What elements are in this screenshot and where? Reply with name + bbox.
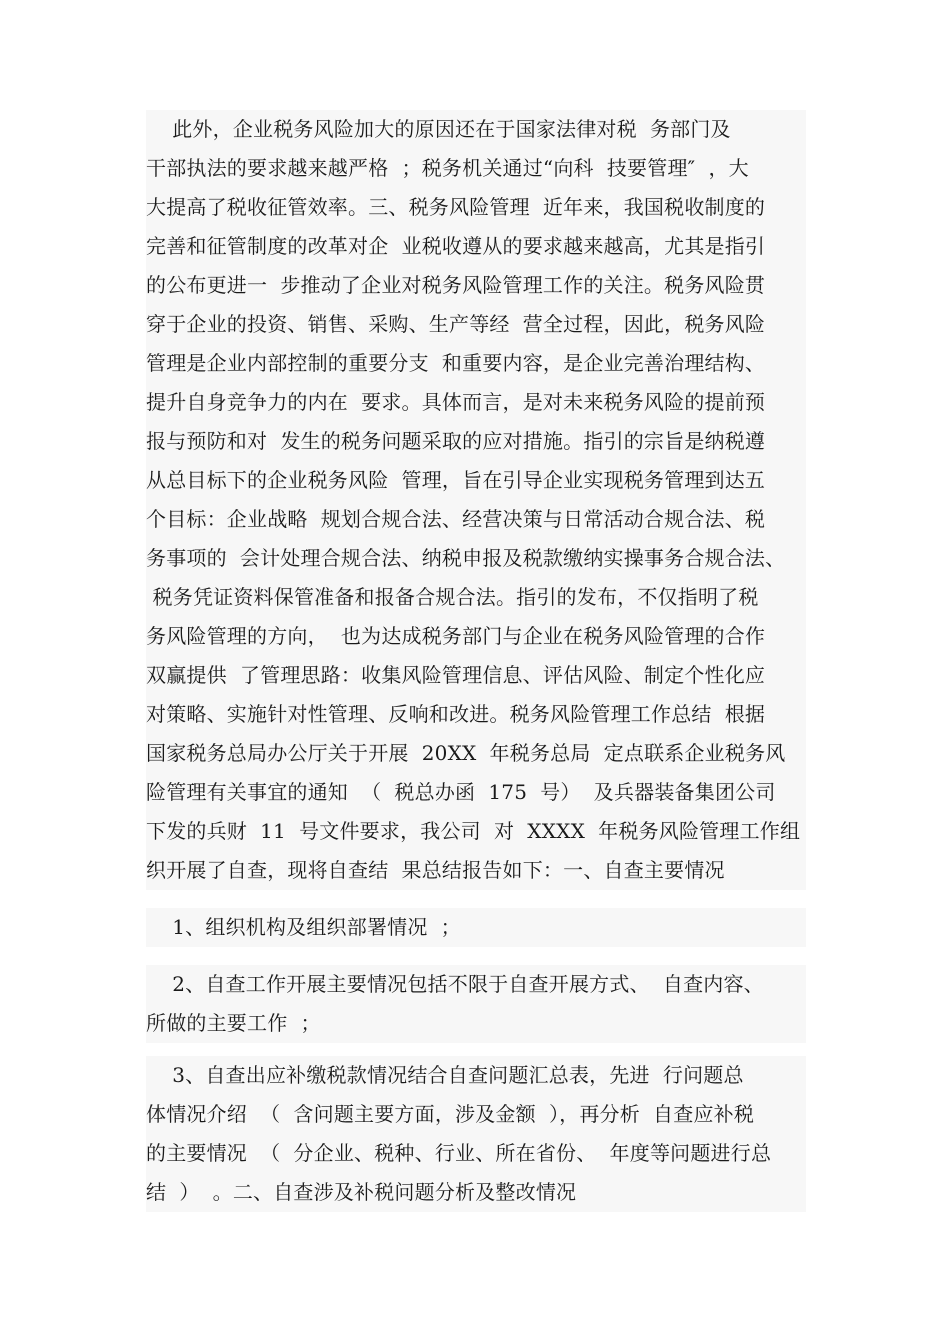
text-line: 税务凭证资料保管准备和报备合规合法。指引的发布，不仅指明了税 [146, 585, 759, 609]
text-line: 结 ） 。二、自查涉及补税问题分析及整改情况 [146, 1180, 577, 1204]
text-line: 的主要情况 （ 分企业、税种、行业、所在省份、 年度等问题进行总 [146, 1141, 772, 1165]
text-line: 所做的主要工作 ； [146, 1011, 321, 1035]
text-line: 穿于企业的投资、销售、采购、生产等经 营全过程，因此，税务风险 [146, 312, 766, 336]
text-line: 织开展了自查，现将自查结 果总结报告如下：一、自查主要情况 [146, 858, 725, 882]
text-line: 1、组织机构及组织部署情况 ； [146, 915, 461, 939]
text-line: 的公布更进一 步推动了企业对税务风险管理工作的关注。税务风险贯 [146, 273, 766, 297]
text-line: 提升自身竞争力的内在 要求。具体而言，是对未来税务风险的提前预 [146, 390, 766, 414]
main-paragraph [146, 110, 806, 890]
text-line: 完善和征管制度的改革对企 业税收遵从的要求越来越高，尤其是指引 [146, 234, 766, 258]
text-line: 2、自查工作开展主要情况包括不限于自查开展方式、 自查内容、 [146, 972, 764, 996]
text-line: 国家税务总局办公厅关于开展 20XX 年税务总局 定点联系企业税务风 [146, 741, 786, 765]
text-line: 务事项的 会计处理合规合法、纳税申报及税款缴纳实操事务合规合法、 [146, 546, 786, 570]
text-line: 个目标：企业战略 规划合规合法、经营决策与日常活动合规合法、税 [146, 507, 766, 531]
text-line: 体情况介绍 （ 含问题主要方面，涉及金额 ），再分析 自查应补税 [146, 1102, 755, 1126]
text-line: 险管理有关事宜的通知 （ 税总办函 175 号） 及兵器装备集团公司 [146, 780, 776, 804]
list-item-2 [146, 965, 806, 1043]
text-line: 干部执法的要求越来越严格 ；税务机关通过“向科 技要管理″ ，大 [146, 156, 749, 180]
text-line: 下发的兵财 11 号文件要求，我公司 对 XXXX 年税务风险管理工作组 [146, 819, 801, 843]
text-line: 对策略、实施针对性管理、反响和改进。税务风险管理工作总结 根据 [146, 702, 766, 726]
text-line: 3、自查出应补缴税款情况结合自查问题汇总表，先进 行问题总 [146, 1063, 744, 1087]
list-item-3 [146, 1056, 806, 1212]
text-line: 报与预防和对 发生的税务问题采取的应对措施。指引的宗旨是纳税遵 [146, 429, 766, 453]
list-item-1 [146, 908, 806, 947]
text-line: 此外，企业税务风险加大的原因还在于国家法律对税 务部门及 [146, 117, 731, 141]
text-line: 管理是企业内部控制的重要分支 和重要内容，是企业完善治理结构、 [146, 351, 766, 375]
text-line: 从总目标下的企业税务风险 管理，旨在引导企业实现税务管理到达五 [146, 468, 766, 492]
text-line: 务风险管理的方向， 也为达成税务部门与企业在税务风险管理的合作 [146, 624, 766, 648]
text-line: 大提高了税收征管效率。三、税务风险管理 近年来，我国税收制度的 [146, 195, 766, 219]
text-line: 双赢提供 了管理思路：收集风险管理信息、评估风险、制定个性化应 [146, 663, 766, 687]
